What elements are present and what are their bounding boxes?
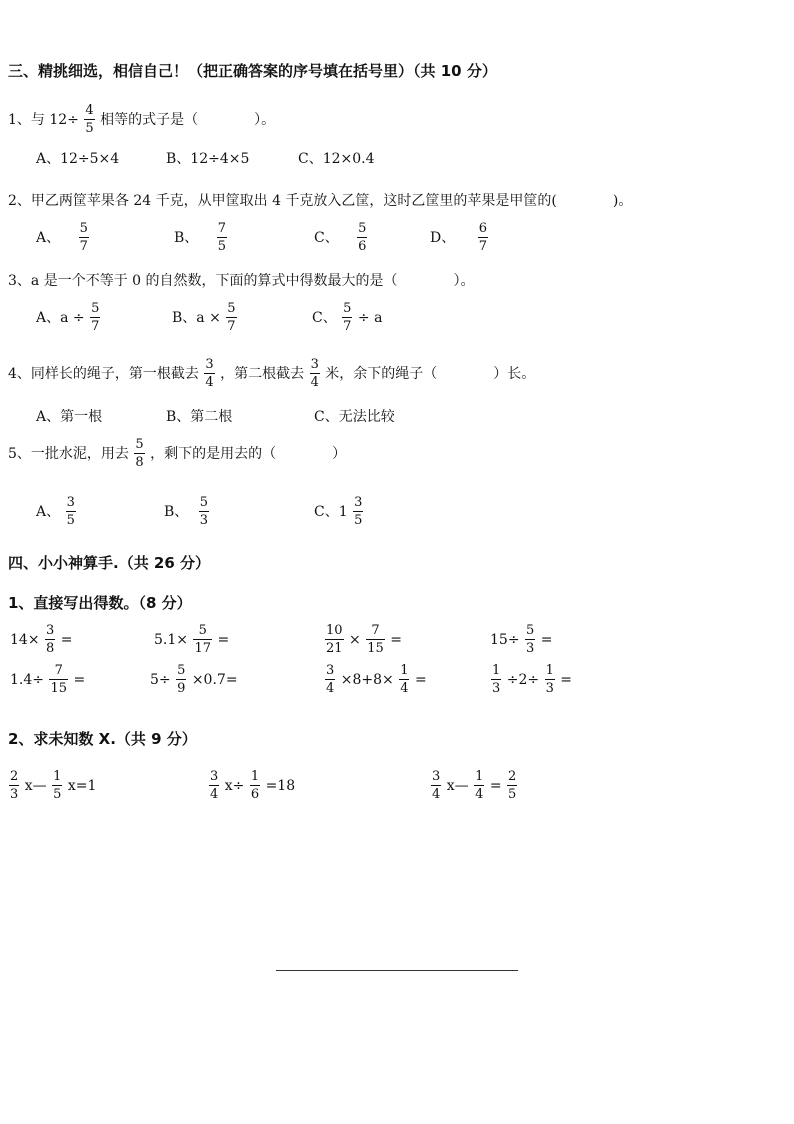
calc-r1c1-fraction: $\frac{3}{8}$ <box>46 623 55 656</box>
question-4: 4、同样长的绳子，第一根截去 $\frac{3}{4}$ ，第二根截去 $\frac{3}{4}$ 米，余下的绳子（ ）长。 <box>8 357 536 390</box>
calc-r1c2: 5.1× $\frac{5}{17}$ = <box>154 623 230 656</box>
q2-option-c-fraction: $\frac{5}{6}$ <box>358 221 367 254</box>
calc-r2c4: $\frac{1}{3}$ ÷2÷ $\frac{1}{3}$ = <box>492 663 573 696</box>
q3-option-c: C、 $\frac{5}{7}$ ÷ a <box>312 301 383 334</box>
calc-r2c4-fraction-1: $\frac{1}{3}$ <box>492 663 501 696</box>
q2-option-a: A、 $\frac{5}{7}$ <box>36 221 88 254</box>
question-1 <box>8 104 275 135</box>
q3-option-a-fraction: $\frac{5}{7}$ <box>91 301 100 334</box>
section4-sub1: 1、直接写出得数。（8 分） <box>8 594 192 612</box>
calc-r2c1-fraction: $\frac{7}{15}$ <box>50 663 67 696</box>
calc-r1c4-fraction: $\frac{5}{3}$ <box>526 623 535 656</box>
calc-r1c3-fraction-2: $\frac{7}{15}$ <box>367 623 384 656</box>
question-5: 5、一批水泥，用去 $\frac{5}{8}$ ，剩下的是用去的（ ） <box>8 437 347 470</box>
calc-r1c2-fraction: $\frac{5}{17}$ <box>194 623 211 656</box>
q4-option-b: B、第二根 <box>166 409 233 425</box>
q3-option-c-fraction: $\frac{5}{7}$ <box>343 301 352 334</box>
q5-option-c: C、1 $\frac{3}{5}$ <box>314 495 363 528</box>
q3-option-b-fraction: $\frac{5}{7}$ <box>227 301 236 334</box>
calc-r1c3-fraction-1: $\frac{10}{21}$ <box>326 623 343 656</box>
calc-r2c4-fraction-2: $\frac{1}{3}$ <box>545 663 554 696</box>
q1-prefix: 1、与 12÷ <box>8 111 79 128</box>
calc-r2c3-fraction-1: $\frac{3}{4}$ <box>326 663 335 696</box>
q4-option-c: C、无法比较 <box>314 409 395 425</box>
q1-suffix: 相等的式子是（ ）。 <box>100 111 276 128</box>
eq3-fraction-3: $\frac{2}{5}$ <box>508 769 517 802</box>
eq1-fraction-1: $\frac{2}{3}$ <box>10 769 19 802</box>
equation-3: $\frac{3}{4}$ x— $\frac{1}{4}$ = $\frac{2}{5}$ <box>432 769 517 802</box>
calc-r2c3: $\frac{3}{4}$ ×8+8× $\frac{1}{4}$ = <box>326 663 427 696</box>
q1-option-c: C、12×0.4 <box>298 151 375 167</box>
eq2-fraction-1: $\frac{3}{4}$ <box>210 769 219 802</box>
q2-option-b: B、 $\frac{7}{5}$ <box>174 221 227 254</box>
q4-option-a: A、第一根 <box>36 409 103 425</box>
section4-sub2: 2、求未知数 X.（共 9 分） <box>8 730 197 748</box>
q2-option-c: C、 $\frac{5}{6}$ <box>314 221 367 254</box>
q5-option-c-fraction: $\frac{3}{5}$ <box>354 495 363 528</box>
q5-option-a-fraction: $\frac{3}{5}$ <box>66 495 75 528</box>
q3-option-b: B、a × $\frac{5}{7}$ <box>172 301 236 334</box>
question-2: 2、甲乙两筐苹果各 24 千克，从甲筐取出 4 千克放入乙筐，这时乙筐里的苹果是甲筐的( )。 <box>8 193 633 209</box>
q2-option-b-fraction: $\frac{7}{5}$ <box>217 221 227 254</box>
q4-fraction-2: $\frac{3}{4}$ <box>310 357 319 390</box>
eq3-fraction-1: $\frac{3}{4}$ <box>432 769 441 802</box>
calc-r2c3-fraction-2: $\frac{1}{4}$ <box>400 663 409 696</box>
calc-r1c4: 15÷ $\frac{5}{3}$ = <box>490 623 553 656</box>
q3-option-a: A、a ÷ $\frac{5}{7}$ <box>36 301 100 334</box>
question-3: 3、a 是一个不等于 0 的自然数，下面的算式中得数最大的是（ ）。 <box>8 273 475 289</box>
eq1-fraction-2: $\frac{1}{5}$ <box>53 769 62 802</box>
calc-r2c1: 1.4÷ $\frac{7}{15}$ = <box>10 663 86 696</box>
equation-1: $\frac{2}{3}$ x— $\frac{1}{5}$ x=1 <box>10 769 97 802</box>
q1-fraction: $\frac{4}{5}$ <box>85 103 94 136</box>
q5-option-b: B、 $\frac{5}{3}$ <box>164 495 209 528</box>
section4-title: 四、小小神算手.（共 26 分） <box>8 554 211 572</box>
footer-divider <box>276 970 518 971</box>
q1-option-a: A、12÷5×4 <box>36 151 120 167</box>
q2-option-d: D、 $\frac{6}{7}$ <box>430 221 487 254</box>
equation-2: $\frac{3}{4}$ x÷ $\frac{1}{6}$ =18 <box>210 769 296 802</box>
calc-r1c3: $\frac{10}{21}$ × $\frac{7}{15}$ = <box>326 623 402 656</box>
calc-r1c1: 14× $\frac{3}{8}$ = <box>10 623 73 656</box>
eq2-fraction-2: $\frac{1}{6}$ <box>250 769 260 802</box>
q5-fraction: $\frac{5}{8}$ <box>135 437 144 470</box>
q1-option-b: B、12÷4×5 <box>166 151 250 167</box>
calc-r2c2: 5÷ $\frac{5}{9}$ ×0.7= <box>150 663 238 696</box>
q5-option-a: A、 $\frac{3}{5}$ <box>36 495 75 528</box>
q4-fraction-1: $\frac{3}{4}$ <box>205 357 214 390</box>
section3-title: 三、精挑细选，相信自己！（把正确答案的序号填在括号里）（共 10 分） <box>8 62 497 80</box>
q5-option-b-fraction: $\frac{5}{3}$ <box>199 495 209 528</box>
q2-option-d-fraction: $\frac{6}{7}$ <box>478 221 487 254</box>
calc-r2c2-fraction: $\frac{5}{9}$ <box>177 663 186 696</box>
q2-option-a-fraction: $\frac{5}{7}$ <box>79 221 88 254</box>
eq3-fraction-2: $\frac{1}{4}$ <box>475 769 484 802</box>
